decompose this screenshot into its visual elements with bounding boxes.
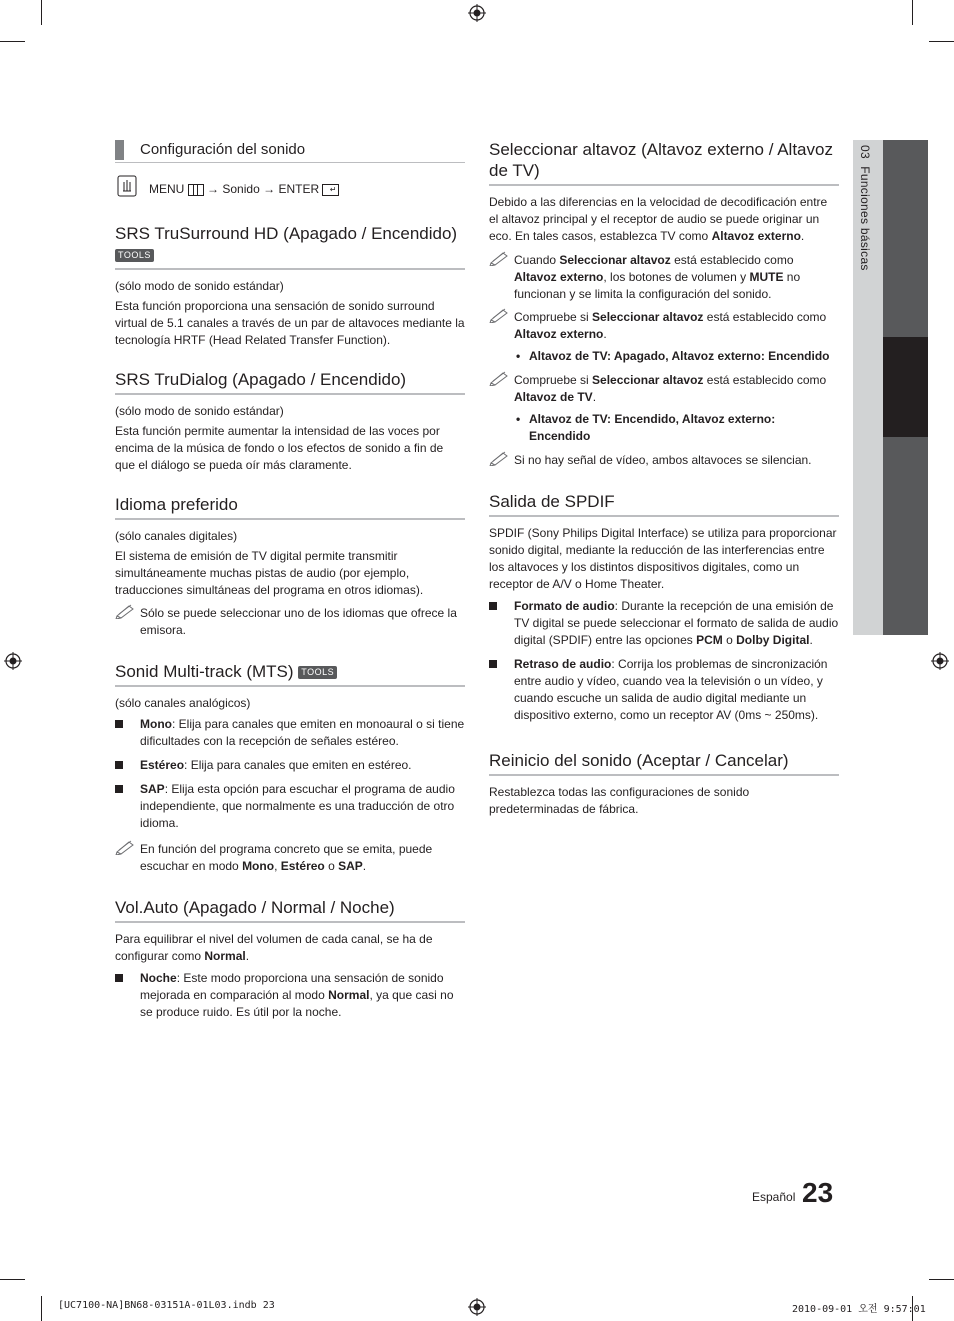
- bullet-dot-icon: •: [516, 412, 521, 426]
- body-text: Para equilibrar el nivel del volumen de cada canal, se ha de configurar como Normal.: [115, 932, 433, 963]
- pencil-note-icon: [115, 839, 137, 855]
- section-title: Seleccionar altavoz (Altavoz externo / Altavoz de TV): [489, 138, 839, 186]
- list-item: Retraso de audio: Corrija los problemas de sincronización entre audio y vídeo, cuando vea la televisión o un vídeo, y cuando escuche un salida de audio digital mediante un dispositivo externo, como un receptor AV (0ms ~ 250ms).: [489, 656, 839, 724]
- bullet-square-icon: [489, 602, 497, 610]
- list-item: Noche: Este modo proporciona una sensación de sonido mejorada en comparación al modo Normal, ya que casi no se produce ruido. Es útil por la noche.: [115, 970, 465, 1021]
- bullet-dot-icon: •: [516, 349, 521, 363]
- section-title: Reinicio del sonido (Aceptar / Cancelar): [489, 750, 839, 776]
- crop-mark: [912, 0, 913, 25]
- chapter-tab-block: [883, 140, 928, 337]
- section-title: Salida de SPDIF: [489, 491, 839, 517]
- crop-mark: [929, 1279, 954, 1280]
- section-title: SRS TruSurround HD (Apagado / Encendido) TOOLS: [115, 223, 465, 270]
- registration-mark-icon: [931, 652, 949, 670]
- menu-breadcrumb: MENU → Sonido → ENTER ↵: [149, 181, 339, 197]
- note: Compruebe si Seleccionar altavoz está establecido como Altavoz externo.: [489, 309, 839, 343]
- section-altavoz: [489, 138, 839, 469]
- section-header: [115, 138, 465, 163]
- list-item: Estéreo: Elija para canales que emiten en estéreo.: [115, 757, 465, 774]
- menu-icon: [188, 184, 204, 196]
- print-stamp: 2010-09-01 오전 9:57:01: [792, 1304, 926, 1315]
- file-info: [UC7100-NA]BN68-03151A-01L03.indb 23: [58, 1300, 275, 1311]
- list-item: SAP: Elija esta opción para escuchar el programa de audio independiente, que normalmente es una traducción de otro idioma.: [115, 781, 465, 832]
- section-label: Configuración del sonido: [140, 141, 306, 158]
- pencil-note-icon: [489, 450, 511, 466]
- registration-mark-icon: [4, 652, 22, 670]
- list-item: Formato de audio: Durante la recepción de una emisión de TV digital se puede seleccionar el formato de salida de audio digital (SPDIF) entre las opciones PCM o Dolby Digital.: [489, 598, 839, 649]
- note: Sólo se puede seleccionar uno de los idiomas que ofrece la emisora.: [115, 605, 465, 639]
- list-item: • Altavoz de TV: Encendido, Altavoz externo: Encendido: [516, 412, 776, 443]
- section-title: Idioma preferido: [115, 494, 465, 520]
- bullet-square-icon: [115, 785, 123, 793]
- note: Si no hay señal de vídeo, ambos altavoces se silencian.: [489, 452, 839, 469]
- body-text: Restablezca todas las configuraciones de sonido predeterminadas de fábrica.: [489, 785, 750, 816]
- mode-note: (sólo canales analógicos): [115, 696, 251, 710]
- chapter-tab-block: [883, 437, 928, 635]
- crop-mark: [0, 1279, 25, 1280]
- tools-badge: TOOLS: [115, 249, 154, 262]
- section-reinicio: [489, 750, 839, 818]
- body-text: Esta función permite aumentar la intensidad de las voces por encima de la música de fondo o los efectos de sonido a fin de que el diálogo se pueda oír más claramente.: [115, 424, 444, 472]
- crop-mark: [41, 1296, 42, 1321]
- note: Cuando Seleccionar altavoz está establecido como Altavoz externo, los botones de volumen y MUTE no funcionan y se limita la configuración del sonido.: [489, 252, 839, 303]
- pencil-note-icon: [489, 307, 511, 323]
- bullet-square-icon: [115, 720, 123, 728]
- crop-mark: [41, 0, 42, 25]
- note: Compruebe si Seleccionar altavoz está establecido como Altavoz de TV.: [489, 372, 839, 406]
- bullet-square-icon: [489, 660, 497, 668]
- section-title: Vol.Auto (Apagado / Normal / Noche): [115, 897, 465, 923]
- body-text: El sistema de emisión de TV digital permite transmitir simultáneamente muchas pistas de audio (por ejemplo, traducciones simultáneas del programa en otros idiomas).: [115, 549, 424, 597]
- tools-badge: TOOLS: [298, 666, 337, 679]
- left-column: [115, 138, 465, 1021]
- pencil-note-icon: [489, 250, 511, 266]
- bullet-square-icon: [115, 974, 123, 982]
- crop-mark: [0, 41, 25, 42]
- section-idioma: [115, 494, 465, 639]
- mode-note: (sólo modo de sonido estándar): [115, 404, 284, 418]
- chapter-tab-active: [883, 337, 928, 437]
- section-marker: [115, 140, 124, 160]
- mode-note: (sólo modo de sonido estándar): [115, 279, 284, 293]
- mode-note: (sólo canales digitales): [115, 529, 238, 543]
- pencil-note-icon: [489, 370, 511, 386]
- section-srs-trusurround: [115, 223, 465, 349]
- body-text: Esta función proporciona una sensación de sonido surround virtual de 5.1 canales a través de un par de altavoces mediante la tecnología HRTF (Head Related Transfer Function).: [115, 299, 465, 347]
- registration-mark-icon: [468, 1298, 486, 1316]
- menu-path: [115, 171, 465, 207]
- section-volauto: [115, 897, 465, 1021]
- page-number: 23: [802, 1177, 834, 1208]
- section-title: SRS TruDialog (Apagado / Encendido): [115, 369, 465, 395]
- bullet-square-icon: [115, 761, 123, 769]
- section-mts: [115, 661, 465, 875]
- body-text: Debido a las diferencias en la velocidad de decodificación entre el altavoz principal y el receptor de audio se puede originar un eco. En tales casos, establezca TV como Altavoz externo.: [489, 195, 828, 243]
- section-spdif: [489, 491, 839, 724]
- list-item: Mono: Elija para canales que emiten en monoaural o si tiene dificultades con la recepción de señales estéreo.: [115, 716, 465, 750]
- right-column: [489, 138, 839, 818]
- crop-mark: [929, 41, 954, 42]
- list-item: • Altavoz de TV: Apagado, Altavoz externo: Encendido: [516, 349, 830, 363]
- registration-mark-icon: [468, 4, 486, 22]
- pencil-note-icon: [115, 603, 137, 619]
- section-title: Sonid Multi-track (MTS) TOOLS: [115, 661, 465, 687]
- note: En función del programa concreto que se emita, puede escuchar en modo Mono, Estéreo o SAP.: [115, 841, 465, 875]
- remote-hand-icon: [117, 175, 137, 197]
- chapter-label: 03 Funciones básicas: [858, 145, 872, 271]
- enter-icon: ↵: [322, 184, 339, 196]
- section-srs-trudialog: [115, 369, 465, 474]
- footer-language: Español: [752, 1190, 796, 1204]
- body-text: SPDIF (Sony Philips Digital Interface) se utiliza para proporcionar sonido digital, mediante la reducción de las interferencias entre los altavoces y los distintos dispositivos digitales, como un receptor de A/V o Home Theater.: [489, 526, 837, 591]
